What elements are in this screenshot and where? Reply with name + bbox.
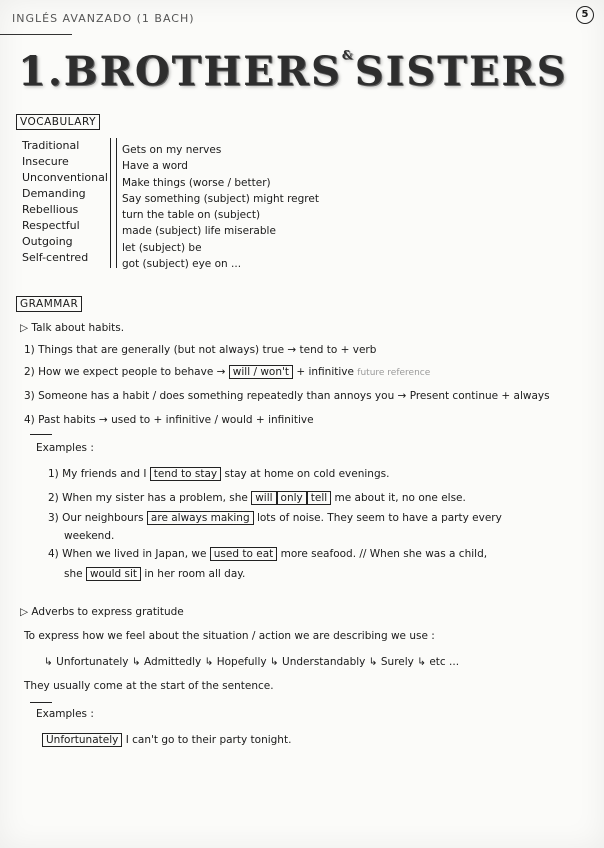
grammar-label: GRAMMAR — [16, 296, 82, 312]
example-sentence — [64, 568, 245, 580]
example-sentence — [48, 492, 466, 504]
phrase-item: got (subject) eye on ... — [122, 258, 242, 271]
adjective-item: Unconventional — [22, 171, 108, 184]
examples-dash — [30, 702, 52, 703]
adverb-example — [42, 734, 291, 746]
phrase-item: made (subject) life miserable — [122, 225, 276, 238]
phrase-item: Make things (worse / better) — [122, 176, 271, 189]
adjective-item: Outgoing — [22, 235, 73, 248]
example-text: lots of noise. They seem to have a party every — [256, 512, 502, 524]
adverbs-intro: To express how we feel about the situation / action we are describing we use : — [24, 630, 435, 642]
rule-text: 2) How we expect people to behave → — [24, 366, 226, 378]
adjective-list — [22, 138, 108, 266]
example-text: more seafood. // When she was a child, — [280, 548, 488, 560]
phrase-item: Have a word — [122, 160, 188, 173]
header-underline — [0, 34, 72, 35]
example-text: 1) My friends and I — [48, 468, 147, 480]
title-part1: BROTHERS — [63, 48, 342, 95]
adjective-item: Demanding — [22, 187, 86, 200]
page-number: 5 — [576, 6, 594, 24]
rule-note: future reference — [357, 368, 431, 378]
phrase-list — [122, 142, 319, 272]
adjective-item: Rebellious — [22, 203, 79, 216]
phrase-item: Gets on my nerves — [122, 144, 222, 156]
course-header: INGLÉS AVANZADO (1 BACH) — [12, 12, 195, 25]
example-highlight: would sit — [86, 567, 141, 581]
example-text: in her room all day. — [144, 568, 246, 580]
example-highlight: tell — [307, 491, 331, 505]
phrase-item: let (subject) be — [122, 241, 202, 254]
example-highlight: will — [251, 491, 276, 505]
adverbs-heading: ▷ Adverbs to express gratitude — [20, 606, 184, 618]
title-number: 1. — [18, 48, 64, 95]
adjective-item: Traditional — [22, 139, 80, 152]
example-highlight: used to eat — [210, 547, 277, 561]
example-text: me about it, no one else. — [334, 492, 466, 504]
phrase-item: turn the table on (subject) — [122, 209, 261, 222]
example-text: 4) When we lived in Japan, we — [48, 548, 207, 560]
grammar-rule — [24, 366, 430, 378]
title-ampersand: & — [341, 48, 355, 62]
adverbs-position-note: They usually come at the start of the sentence. — [24, 680, 274, 692]
rule-boxed-term: will / won't — [229, 365, 293, 379]
example-text: stay at home on cold evenings. — [224, 468, 390, 480]
page-title — [18, 48, 568, 95]
phrase-item: Say something (subject) might regret — [122, 192, 319, 205]
example-text: she — [64, 568, 83, 580]
grammar-rule: 4) Past habits → used to + infinitive / would + infinitive — [24, 414, 314, 426]
grammar-rule: 1) Things that are generally (but not always) true → tend to + verb — [24, 344, 377, 356]
adjective-item: Self-centred — [22, 251, 89, 264]
example-text: 2) When my sister has a problem, she — [48, 492, 248, 504]
grammar-rule: 3) Someone has a habit / does something repeatedly than annoys you → Present continue + always — [24, 390, 550, 402]
example-highlight: Unfortunately — [42, 733, 122, 747]
examples-dash — [30, 434, 52, 435]
example-text: 3) Our neighbours — [48, 512, 144, 524]
example-highlight: tend to stay — [150, 467, 221, 481]
examples-label: Examples : — [36, 442, 94, 454]
adjective-item: Insecure — [22, 155, 69, 168]
example-text: I can't go to their party tonight. — [125, 734, 292, 746]
rule-text: + infinitive — [296, 366, 354, 378]
habits-heading: ▷ Talk about habits. — [20, 322, 125, 334]
examples-label: Examples : — [36, 708, 94, 720]
example-sentence — [48, 512, 502, 524]
example-continuation: weekend. — [64, 530, 115, 542]
example-highlight: only — [277, 491, 307, 505]
adverbs-list: ↳ Unfortunately ↳ Admittedly ↳ Hopefully ↳ Understandably ↳ Surely ↳ etc ... — [44, 656, 460, 668]
example-highlight: are always making — [147, 511, 254, 525]
example-sentence — [48, 548, 487, 560]
vocabulary-label: VOCABULARY — [16, 114, 100, 130]
example-sentence — [48, 468, 389, 480]
adjective-item: Respectful — [22, 219, 80, 232]
title-part2: SISTERS — [354, 48, 568, 95]
vocabulary-divider — [110, 138, 117, 268]
